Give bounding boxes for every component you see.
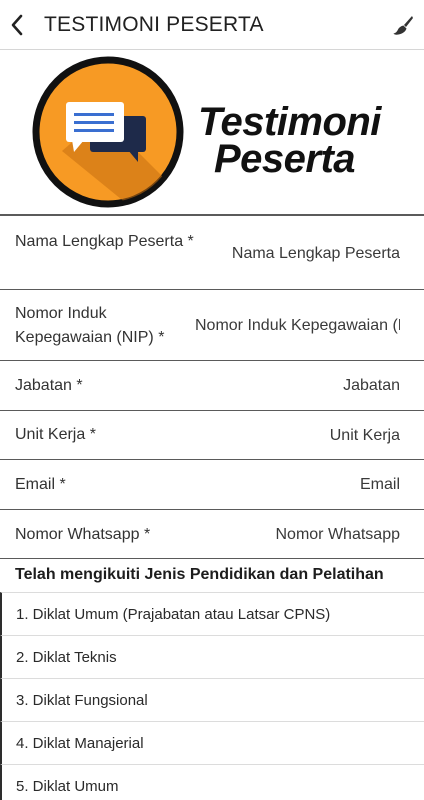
training-option-label: 5. Diklat Umum — [16, 777, 119, 795]
banner-title-line2: Peserta — [214, 137, 356, 181]
chevron-left-icon — [10, 14, 24, 36]
nip-input[interactable] — [195, 311, 400, 341]
banner-title — [198, 100, 398, 181]
chat-bubbles-icon — [32, 56, 184, 208]
training-option-label: 1. Diklat Umum (Prajabatan atau Latsar CPNS) — [16, 605, 331, 623]
whatsapp-input[interactable] — [195, 520, 400, 550]
jabatan-input[interactable] — [195, 371, 400, 401]
field-unit-kerja — [0, 411, 424, 460]
field-jabatan — [0, 361, 424, 411]
training-option-5[interactable] — [0, 764, 424, 800]
back-button[interactable] — [0, 0, 34, 50]
training-option-label: 4. Diklat Manajerial — [16, 734, 144, 752]
field-email — [0, 460, 424, 510]
field-label: Nomor Induk Kepegawaian (NIP) * — [15, 305, 165, 346]
training-section-title: Telah mengikuiti Jenis Pendidikan dan Pelatihan — [15, 566, 384, 583]
field-nip — [0, 290, 424, 361]
training-option-4[interactable] — [0, 721, 424, 764]
training-option-3[interactable] — [0, 678, 424, 721]
paint-brush-icon — [392, 14, 414, 36]
banner-title-line1: Testimoni — [198, 100, 381, 144]
training-option-label: 2. Diklat Teknis — [16, 648, 117, 666]
field-label: Nama Lengkap Peserta * — [15, 233, 194, 250]
training-option-1[interactable] — [0, 592, 424, 635]
email-input[interactable] — [195, 470, 400, 500]
paint-brush-button[interactable] — [388, 10, 418, 40]
app-bar — [0, 0, 424, 50]
nama-lengkap-input[interactable] — [195, 239, 400, 269]
page-title: TESTIMONI PESERTA — [44, 12, 264, 36]
field-label: Unit Kerja * — [15, 426, 96, 443]
unit-kerja-input[interactable] — [195, 421, 400, 451]
field-nama-lengkap — [0, 218, 424, 290]
training-option-label: 3. Diklat Fungsional — [16, 691, 148, 709]
banner — [0, 50, 424, 216]
field-label: Email * — [15, 476, 66, 493]
training-option-2[interactable] — [0, 635, 424, 678]
field-label: Nomor Whatsapp * — [15, 526, 151, 543]
field-whatsapp — [0, 510, 424, 559]
field-label: Jabatan * — [15, 377, 83, 394]
